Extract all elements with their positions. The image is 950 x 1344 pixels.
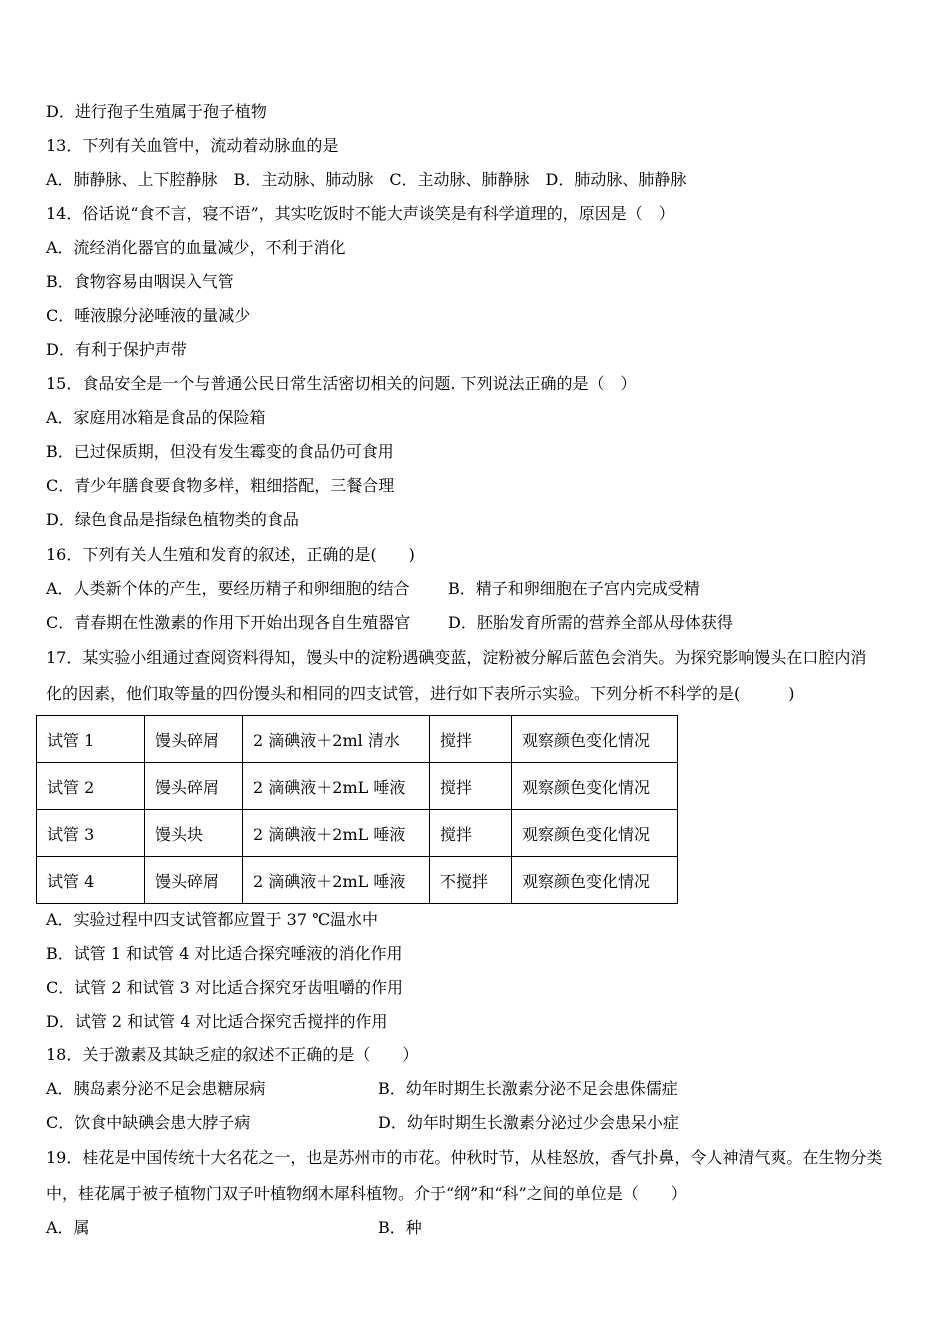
table-cell: 观察颜色变化情况 (512, 857, 678, 904)
q19-option-a: A．属 (46, 1218, 90, 1237)
q15-option-b: B．已过保质期，但没有发生霉变的食品仍可食用 (46, 442, 394, 461)
q18-option-b: B．幼年时期生长激素分泌不足会患侏儒症 (378, 1079, 678, 1098)
q16-option-a: A．人类新个体的产生，要经历精子和卵细胞的结合 (46, 579, 410, 598)
table-cell: 馒头碎屑 (145, 716, 243, 763)
q15-option-d: D．绿色食品是指绿色植物类的食品 (46, 510, 299, 529)
q19-stem-line1: 19．桂花是中国传统十大名花之一，也是苏州市的市花。仲秋时节，从桂怒放，香气扑鼻，令人神清气爽。在生物分类 (46, 1148, 883, 1167)
q18-option-a: A．胰岛素分泌不足会患糖尿病 (46, 1079, 266, 1098)
table-cell: 试管 2 (37, 763, 145, 810)
table-cell: 观察颜色变化情况 (512, 716, 678, 763)
table-cell: 2 滴碘液＋2mL 唾液 (243, 810, 430, 857)
table-cell: 不搅拌 (430, 857, 512, 904)
q16-option-b: B．精子和卵细胞在子宫内完成受精 (448, 579, 700, 598)
q17-option-a: A．实验过程中四支试管都应置于 37 ℃温水中 (46, 910, 378, 929)
q16-stem: 16．下列有关人生殖和发育的叙述，正确的是( ) (46, 545, 415, 564)
q17-option-b: B．试管 1 和试管 4 对比适合探究唾液的消化作用 (46, 944, 403, 963)
table-row (37, 716, 678, 763)
q15-stem: 15．食品安全是一个与普通公民日常生活密切相关的问题. 下列说法正确的是（ ） (46, 374, 637, 393)
table-row (37, 763, 678, 810)
table-cell: 试管 4 (37, 857, 145, 904)
q16-option-d: D．胚胎发育所需的营养全部从母体获得 (448, 613, 733, 632)
q19-option-b: B．种 (378, 1218, 422, 1237)
q12-option-d: D．进行孢子生殖属于孢子植物 (46, 102, 267, 121)
q19-stem-line2: 中，桂花属于被子植物门双子叶植物纲木犀科植物。介于“纲”和“科”之间的单位是（ ） (46, 1184, 687, 1203)
q13-stem: 13．下列有关血管中，流动着动脉血的是 (46, 136, 339, 155)
q14-option-c: C．唾液腺分泌唾液的量减少 (46, 306, 251, 325)
q15-option-c: C．青少年膳食要食物多样，粗细搭配，三餐合理 (46, 476, 395, 495)
q17-option-d: D．试管 2 和试管 4 对比适合探究舌搅拌的作用 (46, 1012, 388, 1031)
table-cell: 搅拌 (430, 810, 512, 857)
table-cell: 观察颜色变化情况 (512, 810, 678, 857)
q16-option-c: C．青春期在性激素的作用下开始出现各自生殖器官 (46, 613, 411, 632)
table-cell: 搅拌 (430, 716, 512, 763)
q14-option-d: D．有利于保护声带 (46, 340, 187, 359)
q17-experiment-table (36, 715, 678, 904)
table-cell: 馒头碎屑 (145, 763, 243, 810)
q18-option-c: C．饮食中缺碘会患大脖子病 (46, 1113, 251, 1132)
table-cell: 馒头块 (145, 810, 243, 857)
table-cell: 2 滴碘液＋2mL 唾液 (243, 857, 430, 904)
table-cell: 2 滴碘液＋2mL 唾液 (243, 763, 430, 810)
table-cell: 试管 3 (37, 810, 145, 857)
q14-option-a: A．流经消化器官的血量减少，不利于消化 (46, 238, 346, 257)
table-cell: 馒头碎屑 (145, 857, 243, 904)
table-cell: 搅拌 (430, 763, 512, 810)
table-row (37, 810, 678, 857)
q13-options: A．肺静脉、上下腔静脉 B．主动脉、肺动脉 C．主动脉、肺静脉 D．肺动脉、肺静脉 (46, 170, 687, 189)
q18-option-d: D．幼年时期生长激素分泌过少会患呆小症 (378, 1113, 679, 1132)
q17-option-c: C．试管 2 和试管 3 对比适合探究牙齿咀嚼的作用 (46, 978, 403, 997)
q14-stem: 14．俗话说“食不言，寝不语”，其实吃饭时不能大声谈笑是有科学道理的，原因是（ ） (46, 204, 675, 223)
q17-stem-line1: 17．某实验小组通过查阅资料得知，馒头中的淀粉遇碘变蓝，淀粉被分解后蓝色会消失。为探究影响馒头在口腔内消 (46, 648, 867, 667)
table-cell: 观察颜色变化情况 (512, 763, 678, 810)
table-cell: 2 滴碘液＋2ml 清水 (243, 716, 430, 763)
q17-stem-line2: 化的因素，他们取等量的四份馒头和相同的四支试管，进行如下表所示实验。下列分析不科学的是( ) (46, 684, 795, 703)
q18-stem: 18．关于激素及其缺乏症的叙述不正确的是（ ） (46, 1045, 419, 1064)
q14-option-b: B．食物容易由咽误入气管 (46, 272, 234, 291)
q15-option-a: A．家庭用冰箱是食品的保险箱 (46, 408, 266, 427)
table-row (37, 857, 678, 904)
table-cell: 试管 1 (37, 716, 145, 763)
